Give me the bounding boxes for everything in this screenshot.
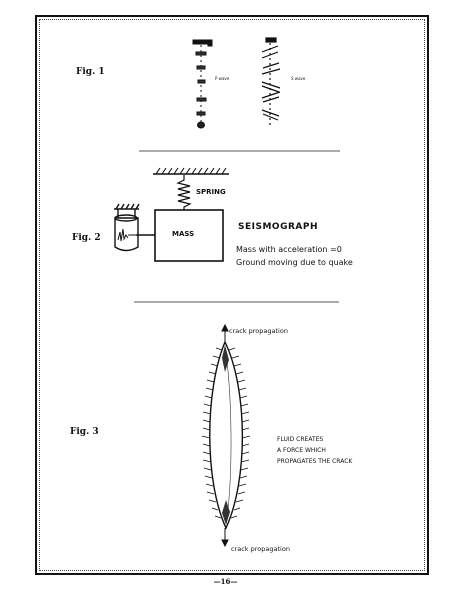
crack-top-label: crack propagation [229, 327, 288, 335]
crack-bottom-label: crack propagation [231, 545, 290, 553]
page-number: —16— [213, 577, 238, 586]
mass-label: MASS [172, 230, 195, 238]
s-wave-label: S wave [291, 76, 306, 81]
fluid-note-line1: FLUID CREATES [277, 436, 324, 443]
spring-label: SPRING [196, 188, 226, 196]
p-wave-label: P wave [215, 76, 230, 81]
seismograph-title: SEISMOGRAPH [238, 222, 318, 232]
fig1-label: Fig. 1 [76, 67, 105, 77]
fig3-label: Fig. 3 [70, 427, 99, 437]
fluid-note-line2: A FORCE WHICH [277, 447, 326, 454]
crack-hatch-right [229, 348, 250, 518]
fig2-label: Fig. 2 [72, 233, 101, 243]
crack-outline [210, 342, 243, 528]
fluid-note-line3: PROPAGATES THE CRACK [277, 458, 353, 465]
seismograph-line2: Ground moving due to quake [236, 258, 353, 267]
seismograph-line1: Mass with acceleration =0 [236, 245, 342, 254]
crack-hatch-left [202, 348, 222, 518]
